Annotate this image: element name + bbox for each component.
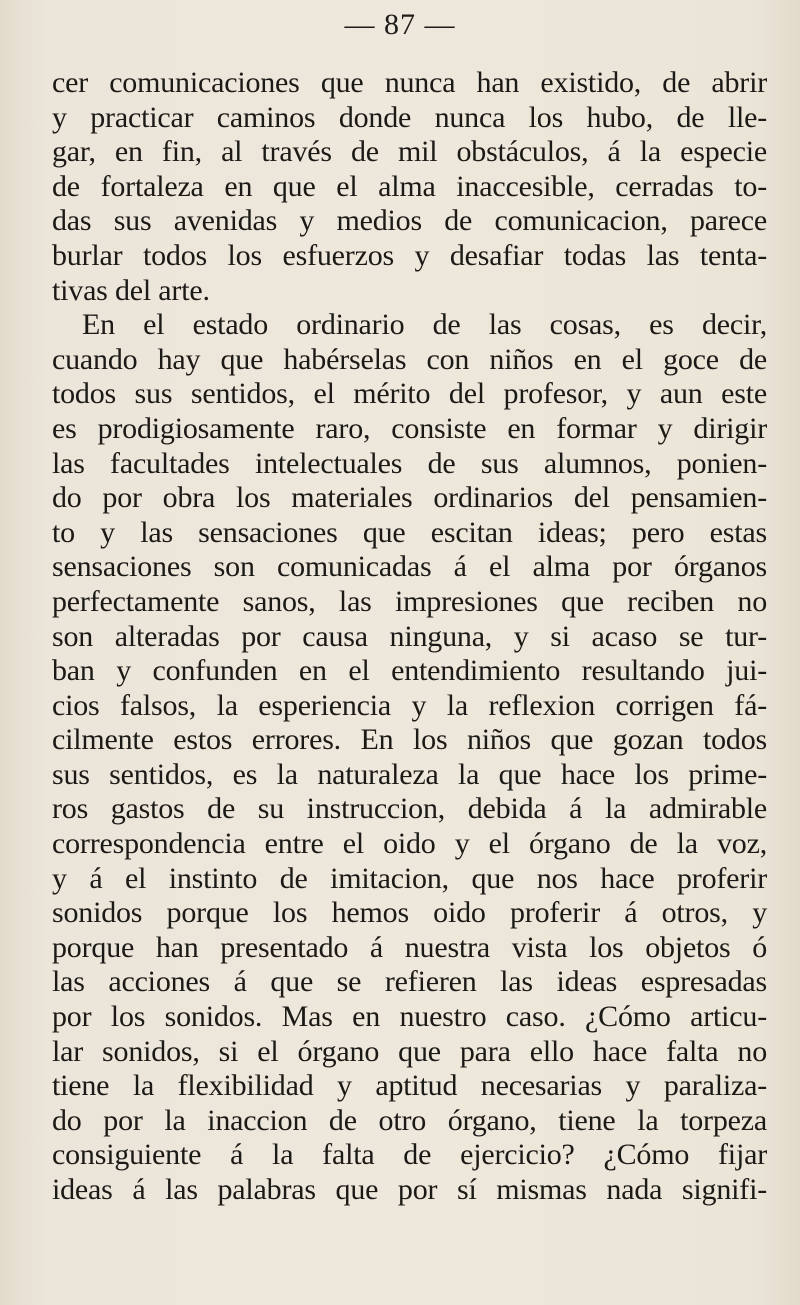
text-line: tiene la flexibilidad y aptitud necesarias y paraliza- — [52, 1069, 767, 1103]
text-line: perfectamente sanos, las impresiones que reciben no — [52, 584, 767, 618]
text-line: do por la inaccion de otro órgano, tiene la torpeza — [52, 1103, 767, 1137]
text-line: gar, en fin, al través de mil obstáculos, á la especie — [52, 135, 767, 169]
text-line: ros gastos de su instruccion, debida á la admirable — [52, 792, 767, 826]
body-text — [52, 66, 767, 1208]
text-line: por los sonidos. Mas en nuestro caso. ¿Cómo articu- — [52, 1000, 767, 1034]
text-line: En el estado ordinario de las cosas, es decir, — [82, 308, 767, 342]
text-line: burlar todos los esfuerzos y desafiar todas las tenta- — [52, 238, 767, 272]
text-line: sensaciones son comunicadas á el alma por órganos — [52, 550, 767, 584]
page-number: — 87 — — [344, 8, 456, 41]
text-line: das sus avenidas y medios de comunicacion, parece — [52, 204, 767, 238]
text-line: to y las sensaciones que escitan ideas; pero estas — [52, 515, 767, 549]
text-line: lar sonidos, si el órgano que para ello hace falta no — [52, 1034, 767, 1068]
text-line: las facultades intelectuales de sus alumnos, ponien- — [52, 446, 767, 480]
text-line: cer comunicaciones que nunca han existido, de abrir — [52, 66, 767, 99]
text-line: todos sus sentidos, el mérito del profesor, y aun este — [52, 377, 767, 411]
text-line: cuando hay que habérselas con niños en el goce de — [52, 342, 767, 376]
text-line: sus sentidos, es la naturaleza la que hace los prime- — [52, 757, 767, 791]
text-line: correspondencia entre el oido y el órgano de la voz, — [52, 827, 767, 861]
text-line: ideas á las palabras que por sí mismas nada signifi- — [52, 1173, 767, 1206]
text-line: porque han presentado á nuestra vista los objetos ó — [52, 930, 767, 964]
text-line: y practicar caminos donde nunca los hubo, de lle- — [52, 100, 767, 134]
text-line: consiguiente á la falta de ejercicio? ¿Cómo fijar — [52, 1138, 767, 1172]
text-line: es prodigiosamente raro, consiste en formar y dirigir — [52, 411, 767, 445]
text-line: son alteradas por causa ninguna, y si acaso se tur- — [52, 619, 767, 653]
text-line: ban y confunden en el entendimiento resultando jui- — [52, 654, 767, 688]
text-line: do por obra los materiales ordinarios del pensamien- — [52, 481, 767, 515]
text-line: cios falsos, la esperiencia y la reflexion corrigen fá- — [52, 688, 767, 722]
text-line: de fortaleza en que el alma inaccesible, cerradas to- — [52, 169, 767, 203]
text-line: las acciones á que se refieren las ideas espresadas — [52, 965, 767, 999]
text-line: cilmente estos errores. En los niños que gozan todos — [52, 723, 767, 757]
text-line: y á el instinto de imitacion, que nos hace proferir — [52, 861, 767, 895]
text-line: tivas del arte. — [52, 273, 210, 307]
text-line: sonidos porque los hemos oido proferir á otros, y — [52, 896, 767, 930]
